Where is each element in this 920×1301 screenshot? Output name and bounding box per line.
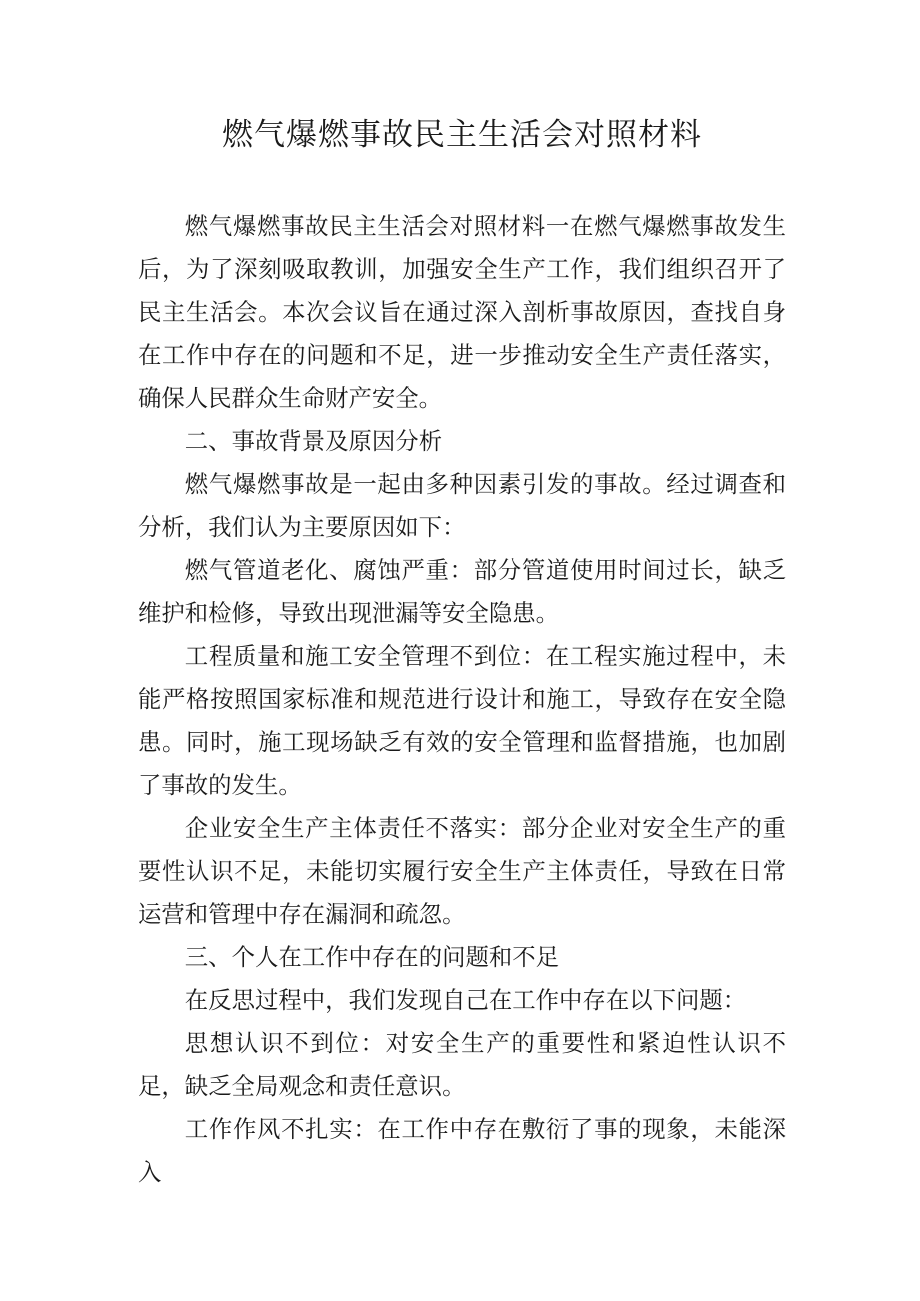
section-heading-personal-issues: 三、个人在工作中存在的问题和不足: [184, 943, 560, 971]
paragraph-reflection-intro: 在反思过程中，我们发现自己在工作中存在以下问题：: [184, 986, 747, 1014]
document-body: [138, 205, 786, 1194]
document-page: [138, 0, 786, 1301]
paragraph-cause-summary: 燃气爆燃事故是一起由多种因素引发的事故。经过调查和分析，我们认为主要原因如下：: [138, 470, 786, 541]
paragraph-issue-awareness: 思想认识不到位：对安全生产的重要性和紧迫性认识不足，缺乏全局观念和责任意识。: [138, 1029, 786, 1100]
document-title: 燃气爆燃事故民主生活会对照材料: [222, 117, 702, 153]
paragraph-cause-construction: 工程质量和施工安全管理不到位：在工程实施过程中，未能严格按照国家标准和规范进行设计和施工，导致存在安全隐患。同时，施工现场缺乏有效的安全管理和监督措施，也加剧了事故的发生。: [138, 642, 786, 799]
section-heading-background: 二、事故背景及原因分析: [184, 427, 443, 455]
paragraph-cause-pipeline: 燃气管道老化、腐蚀严重：部分管道使用时间过长，缺乏维护和检修，导致出现泄漏等安全隐患。: [138, 556, 786, 627]
paragraph-issue-work-style: 工作作风不扎实：在工作中存在敷衍了事的现象，未能深入: [138, 1115, 786, 1186]
paragraph-cause-responsibility: 企业安全生产主体责任不落实：部分企业对安全生产的重要性认识不足，未能切实履行安全生产主体责任，导致在日常运营和管理中存在漏洞和疏忽。: [138, 814, 786, 928]
paragraph-intro: 燃气爆燃事故民主生活会对照材料一在燃气爆燃事故发生后，为了深刻吸取教训，加强安全生产工作，我们组织召开了民主生活会。本次会议旨在通过深入剖析事故原因，查找自身在工作中存在的问题和不足，进一步推动安全生产责任落实，确保人民群众生命财产安全。: [138, 212, 786, 412]
